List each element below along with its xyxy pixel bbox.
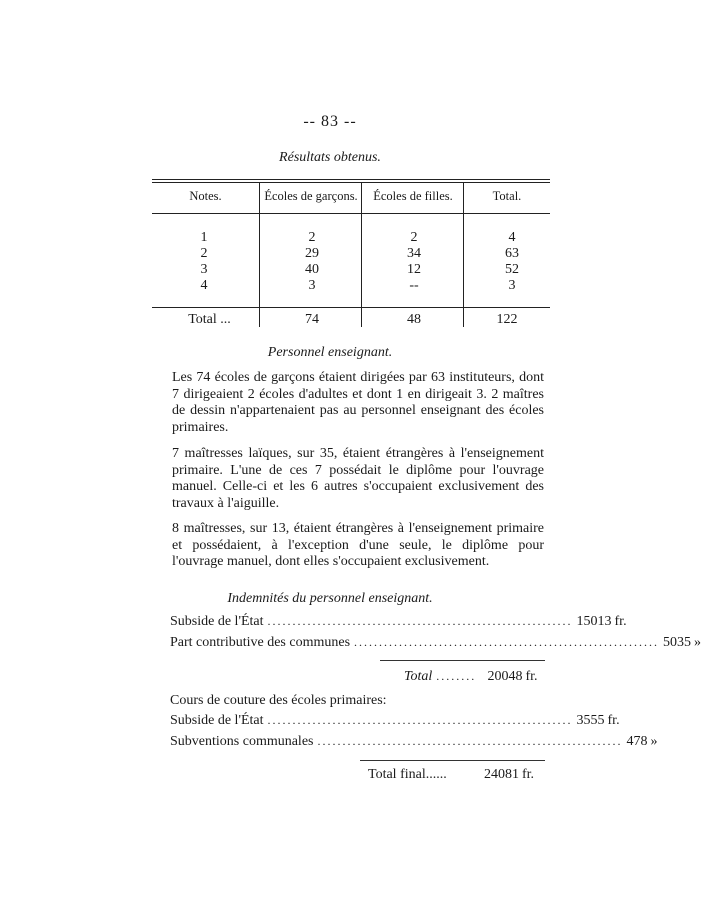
table-col-divider <box>361 183 362 327</box>
row-amount: 15013 <box>576 614 612 629</box>
paragraph: Les 74 écoles de garçons étaient dirigées par 63 instituteurs, dont 7 dirigeaient 2 écoles d'adultes et dont 1 en dirigeait 3. 2 maîtres de dessin n'appartenaient pas au personnel enseignant des écoles primaires. <box>172 370 544 435</box>
table-cell: 40 <box>305 262 319 277</box>
final-total-unit: fr. <box>522 767 535 782</box>
table-rule-top <box>152 179 550 180</box>
table-rule-top-inner <box>152 182 550 183</box>
table-cell: 4 <box>508 230 516 245</box>
header-filles: Écoles de filles. <box>373 189 453 203</box>
final-total-row <box>368 767 544 785</box>
table-rule-total <box>152 307 550 308</box>
table-cell: 2 <box>410 230 418 245</box>
row-unit: fr. <box>614 614 627 629</box>
table-cell: 2 <box>200 246 208 261</box>
subtotal-label: Total <box>404 669 433 684</box>
sewing-row <box>170 734 658 752</box>
table-col-divider <box>259 183 260 327</box>
total-filles: 48 <box>407 312 421 327</box>
row-amount: 5035 <box>663 635 692 650</box>
leader-dots: ............................................................. <box>317 734 623 748</box>
total-total: 122 <box>496 312 518 327</box>
table-cell: 3 <box>200 262 208 277</box>
row-amount: 3555 <box>576 713 605 728</box>
leader-dots: ........ <box>436 669 477 683</box>
page-number: -- 83 -- <box>303 113 357 130</box>
table-cell: 2 <box>308 230 316 245</box>
leader-dots: ............................................................. <box>267 614 573 628</box>
table-cell: 3 <box>308 278 316 293</box>
paragraph: 8 maîtresses, sur 13, étaient étrangères à l'enseignement primaire et possédaient, à l'exception d'une seule, le diplôme pour l'ouvrage manuel, dont elles s'occupaient exclusivement. <box>172 521 544 570</box>
subtotal-unit: fr. <box>525 669 538 684</box>
sewing-row <box>170 713 620 731</box>
subtotal-row <box>404 669 544 687</box>
column-notes <box>182 230 226 294</box>
column-total <box>482 230 542 294</box>
row-label: Subventions communales <box>170 734 314 749</box>
row-unit: » <box>694 635 701 650</box>
column-garcons <box>282 230 342 294</box>
total-label: Total ... <box>188 312 231 327</box>
indemnity-row <box>170 635 701 653</box>
table-rule-header <box>152 213 550 214</box>
row-unit: » <box>650 734 658 749</box>
table-cell: 34 <box>407 246 421 261</box>
row-amount: 478 <box>626 734 648 749</box>
table-cell: 12 <box>407 262 421 277</box>
table-cell: 1 <box>200 230 208 245</box>
table-cell: 4 <box>200 278 208 293</box>
table-cell: 29 <box>305 246 319 261</box>
table-cell: 52 <box>505 262 519 277</box>
table-col-divider <box>463 183 464 327</box>
header-garcons: Écoles de garçons. <box>264 189 358 203</box>
table-cell: 63 <box>505 246 519 261</box>
row-label: Part contributive des communes <box>170 635 351 650</box>
final-total-label: Total final...... <box>368 767 447 782</box>
sewing-heading: Cours de couture des écoles primaires: <box>170 693 387 708</box>
leader-dots: ............................................................. <box>267 713 573 727</box>
staff-title: Personnel enseignant. <box>267 345 393 360</box>
results-table <box>152 175 550 327</box>
header-notes: Notes. <box>189 189 222 203</box>
final-rule <box>360 760 545 761</box>
row-label: Subside de l'État <box>170 614 264 629</box>
column-filles <box>384 230 444 294</box>
indemnity-row <box>170 614 627 632</box>
indemnities-title: Indemnités du personnel enseignant. <box>227 591 433 606</box>
paragraph: 7 maîtresses laïques, sur 35, étaient étrangères à l'enseignement primaire. L'une de ces 7 possédait le diplôme pour l'ouvrage manuel. Celle-ci et les 6 autres s'occupaient exclusivement des travaux à l'aiguille. <box>172 446 544 511</box>
table-cell: -- <box>409 278 419 293</box>
leader-dots: ............................................................. <box>354 635 660 649</box>
subtotal-rule <box>380 660 545 661</box>
results-title: Résultats obtenus. <box>279 150 381 165</box>
row-label: Subside de l'État <box>170 713 264 728</box>
table-cell: 3 <box>508 278 516 293</box>
row-unit: fr. <box>607 713 620 728</box>
final-total-amount: 24081 <box>484 767 519 782</box>
header-total: Total. <box>492 189 522 203</box>
total-garcons: 74 <box>305 312 319 327</box>
subtotal-amount: 20048 <box>487 669 523 684</box>
